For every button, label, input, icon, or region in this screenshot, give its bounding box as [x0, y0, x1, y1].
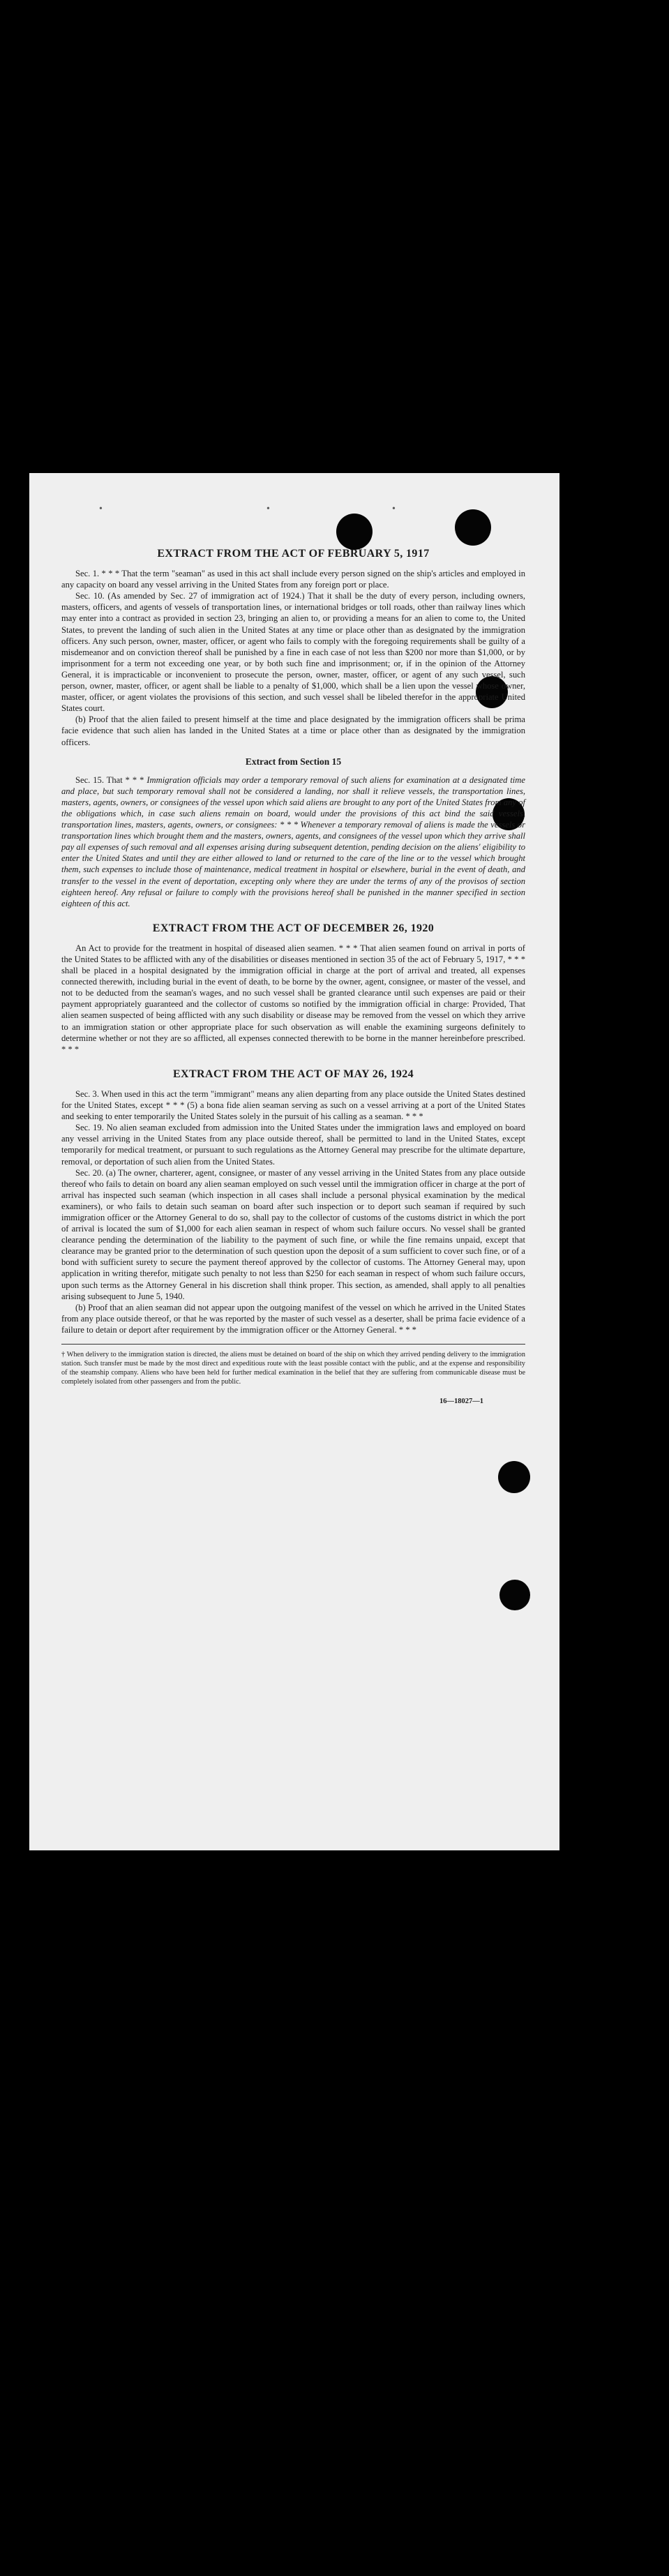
footnote-divider — [61, 1344, 525, 1345]
punch-hole — [498, 1461, 530, 1493]
punch-hole — [336, 514, 373, 550]
section-20b-paragraph: (b) Proof that an alien seaman did not appear upon the outgoing manifest of the vessel on which he arrived in the United States from any place outside thereof, or that he was reported by the master of such vessel as a deserter, shall be prima facie evidence of a failure to detain or deport after requirement by the immigration officer or the Attorney General. * * * — [61, 1302, 525, 1335]
top-mark: • — [392, 504, 396, 514]
punch-hole — [499, 1580, 530, 1610]
footnote: † When delivery to the immigration station is directed, the aliens must be detained on board of the ship on which they arrived pending delivery to the immigration station. Such transfer must be made by the most direct and expeditious route with the least possible contact with the public, and at the expense and responsibility of the steamship company. Aliens who have been held for further medical examination in the belief that they are suffering from communicable disease must be completely isolated from other passengers and from the public. — [61, 1351, 525, 1386]
scanned-document-page — [29, 473, 559, 1850]
section-15-italic-text: Immigration officials may order a temporary removal of such aliens for examination at a designated time and place, but such temporary removal shall not be considered a landing, nor shall it relieve vessels, the transportation lines, masters, agents, owners, or consignees of the vessel upon which said aliens are brought to any port of the United States from any of the obligations which, in case such aliens remain on board, would under the provisions of this act bind the said vessels, transportation lines, masters, agents, owners, or consignees: * * * Whenever a temporary removal of aliens is made the vessels or transportation lines which brought them and the masters, owners, agents, and consignees of the vessel upon which they arrive shall pay all expenses of such removal and all expenses arising during subsequent detention, pending decision on the aliens' eligibility to enter the United States and until they are either allowed to land or returned to the care of the line or to the vessel which brought them, such expenses to include those of maintenance, medical treatment in hospital or elsewhere, burial in the event of death, and transfer to the vessel in the event of deportation, excepting only where they are under the terms of any of the provisos of section eighteen hereof. Any refusal or failure to comply with the provisions hereof shall be punished in the manner specified in section eighteen of this act. — [61, 774, 525, 908]
punch-hole — [455, 509, 491, 546]
section-10b-paragraph: (b) Proof that the alien failed to present himself at the time and place designated by the immigration officers shall be prima facie evidence that such alien has landed in the United States at a time or place other than as designated by the immigration officers. — [61, 714, 525, 747]
section-1-paragraph: Sec. 1. * * * That the term "seaman" as used in this act shall include every person signed on the ship's articles and employed in any capacity on board any vessel arriving in the United States from any foreign port or place. — [61, 569, 525, 590]
heading-act-1920: EXTRACT FROM THE ACT OF DECEMBER 26, 1920 — [152, 922, 435, 934]
document-text — [61, 548, 525, 1407]
heading-act-1917: EXTRACT FROM THE ACT OF FEBRUARY 5, 1917 — [157, 548, 430, 560]
heading-act-1924: EXTRACT FROM THE ACT OF MAY 26, 1924 — [172, 1068, 414, 1080]
section-15-lead: Sec. 15. That * * * — [75, 774, 147, 785]
subheading-section-15: Extract from Section 15 — [245, 756, 342, 767]
top-mark: • — [266, 504, 270, 514]
section-10-paragraph: Sec. 10. (As amended by Sec. 27 of immigration act of 1924.) That it shall be the duty of every person, including owners, masters, officers, and agents of vessels of transportation lines, or international bridges or toll roads, other than railway lines which may enter into a contract as provided in section 23, bringing an alien to, or providing a means for an alien to come to, the United States, to prevent the landing of such alien in the United States at any time or place other than as designated by the immigration officers. Any such person, owner, master, officer, or agent who fails to comply with the foregoing requirements shall be guilty of a misdemeanor and on conviction thereof shall be punished by a fine in each case of not less than $200 nor more than $1,000, or by imprisonment for a term not exceeding one year, or by both such fine and imprisonment; or, if in the opinion of the Attorney General, it is impracticable or inconvenient to prosecute the person, owner, master, officer, or agent of any such vessel, such person, owner, master, officer, or agent shall be liable to a penalty of $1,000, which shall be a lien upon the vessel whose owner, master, officer, or agent violates the provisions of this section, and such vessel shall be libeled therefor in the appropriate United States court. — [61, 591, 525, 714]
section-3-paragraph: Sec. 3. When used in this act the term "immigrant" means any alien departing from any place outside the United States destined for the United States, except * * * (5) a bona fide alien seaman serving as such on a vessel arriving at a port of the United States and seeking to enter temporarily the United States solely in the pursuit of his calling as a seaman. * * * — [61, 1088, 525, 1122]
section-19-paragraph: Sec. 19. No alien seaman excluded from admission into the United States under the immigration laws and employed on board any vessel arriving in the United States from any place outside thereof, shall be permitted to land in the United States, except temporarily for medical treatment, or pursuant to such regulations as the Attorney General may prescribe for the ultimate departure, removal, or deportation of such alien from the United States. — [61, 1123, 525, 1167]
form-code: 16—18027—1 — [439, 1398, 483, 1405]
section-15-paragraph — [61, 774, 525, 909]
act-1920-paragraph: An Act to provide for the treatment in hospital of diseased alien seamen. * * * That alien seamen found on arrival in ports of the United States to be afflicted with any of the disabilities or diseases mentioned in section 35 of the act of February 5, 1917, * * * shall be placed in a hospital designated by the immigration official in charge at the port of arrival and treated, all expenses connected therewith, including burial in the event of death, to be borne by the owner, agent, consignee, or master of the vessel, and not to be deducted from the seaman's wages, and no such vessel shall be granted clearance until such expenses are paid or their payment appropriately guaranteed and the collector of customs so notified by the immigration official in charge: Provided, That alien seamen suspected of being afflicted with any such disability or disease may be removed from the vessel on which they arrive to an immigration station or other appropriate place for such observation as will enable the examining surgeons definitely to determine whether or not they are so afflicted, all expenses connected therewith to be borne in the manner hereinbefore prescribed. * * * — [61, 943, 525, 1054]
section-20a-paragraph: Sec. 20. (a) The owner, charterer, agent, consignee, or master of any vessel arriving in the United States from any place outside thereof who fails to detain on board any alien seaman employed on such vessel until the immigration officer in charge at the port of arrival has inspected such seaman (which inspection in all cases shall include a personal physical examination by the medical examiners), or who fails to detain such seaman on board after such inspection or to deport such seaman if required by such immigration officer or the Attorney General to do so, shall pay to the collector of customs of the customs district in which the port of arrival is located the sum of $1,000 for each alien seaman in respect of whom such failure occurs. No vessel shall be granted clearance pending the determination of the liability to the payment of such fine, or while the fine remains unpaid, except that clearance may be granted prior to the determination of such question upon the deposit of a sum sufficient to cover such fine, or of a bond with sufficient surety to secure the payment thereof approved by the collector of customs. The Attorney General may, upon application in writing therefor, mitigate such penalty to not less than $250 for each seaman in respect of whom such failure occurs, upon such terms as the Attorney General in his discretion shall think proper. This section, as amended, shall apply to all penalties arising subsequent to June 5, 1940. — [61, 1167, 525, 1301]
top-mark: • — [99, 504, 103, 514]
